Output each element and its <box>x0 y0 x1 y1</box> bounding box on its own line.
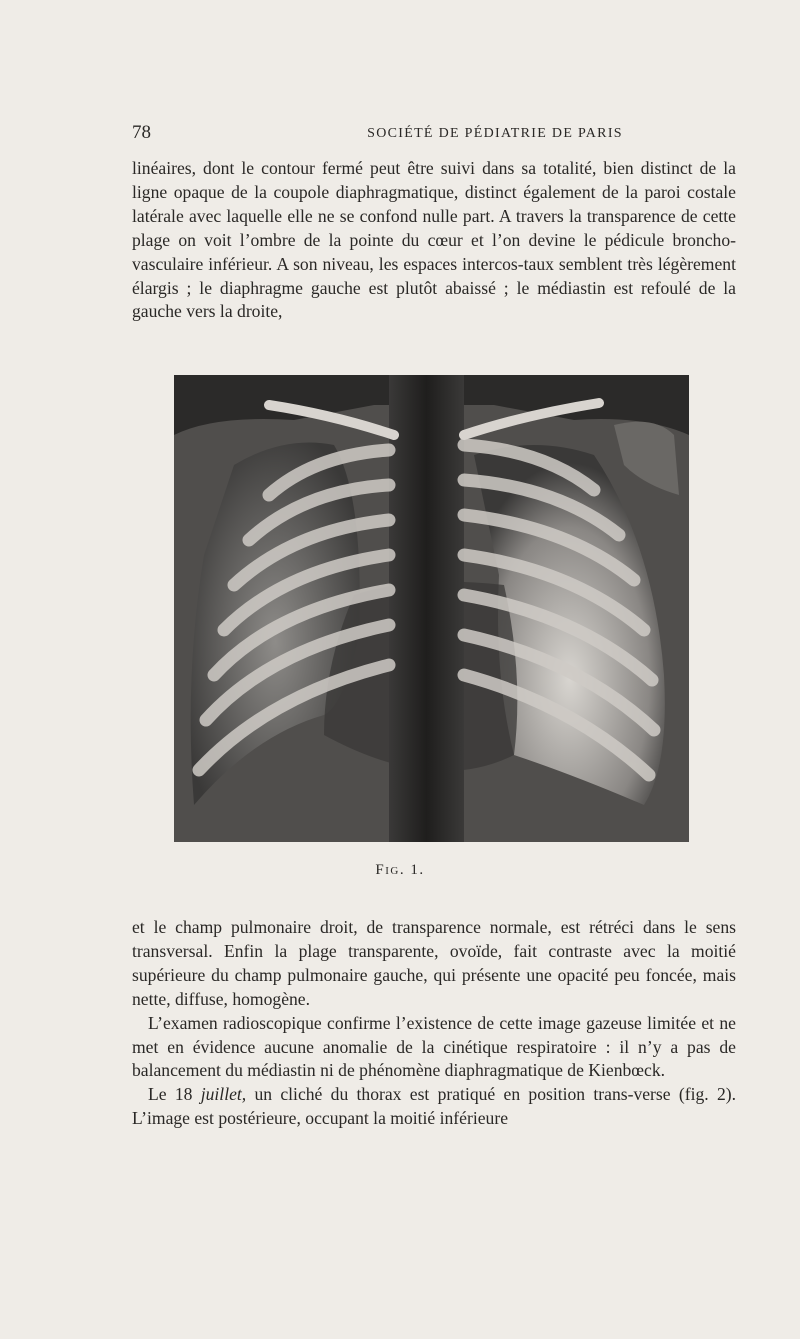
body-text-bottom <box>132 916 736 1131</box>
italic-date: juillet, <box>200 1084 247 1105</box>
text-run: Le 18 <box>148 1084 201 1105</box>
figure-caption <box>0 862 800 879</box>
caption-text: Fig. 1. <box>375 862 425 878</box>
paragraph: L’examen radioscopique confirme l’existence de cette image gazeuse limitée et ne met en évidence aucune anomalie de la cinétique respiratoire : il n’y a pas de balancement du médiastin ni de phénomène diaphragmatique de Kienbœck. <box>132 1012 736 1081</box>
paragraph: linéaires, dont le contour fermé peut être suivi dans sa totalité, bien distinct de la ligne opaque de la coupole diaphragmatique, distinct également de la paroi costale latérale avec laquelle elle ne se confond nulle part. A travers la transparence de cette plage on voit l’ombre de la pointe du cœur et l’on devine le pédicule broncho-vasculaire inférieur. A son niveau, les espaces intercos-taux semblent très légèrement élargis ; le diaphragme gauche est plutôt abaissé ; le médiastin est refoulé de la gauche vers la droite, <box>132 158 736 322</box>
body-text-top <box>132 157 736 324</box>
text-run: un cliché du thorax est pratiqué en position trans-verse (fig. 2). L’image est postérieure, occupant la moitié inférieure <box>132 1084 737 1129</box>
running-title: SOCIÉTÉ DE PÉDIATRIE DE PARIS <box>367 126 623 141</box>
page-number: 78 <box>132 122 151 143</box>
chest-radiograph-image <box>174 375 689 842</box>
paragraph <box>132 1083 736 1131</box>
page-header <box>132 122 736 146</box>
paragraph: et le champ pulmonaire droit, de transparence normale, est rétréci dans le sens transversal. Enfin la plage transparente, ovoïde, fait contraste avec la moitié supérieure du champ pulmonaire gauche, qui présente une opacité peu foncée, mais nette, diffuse, homogène. <box>132 917 736 1009</box>
